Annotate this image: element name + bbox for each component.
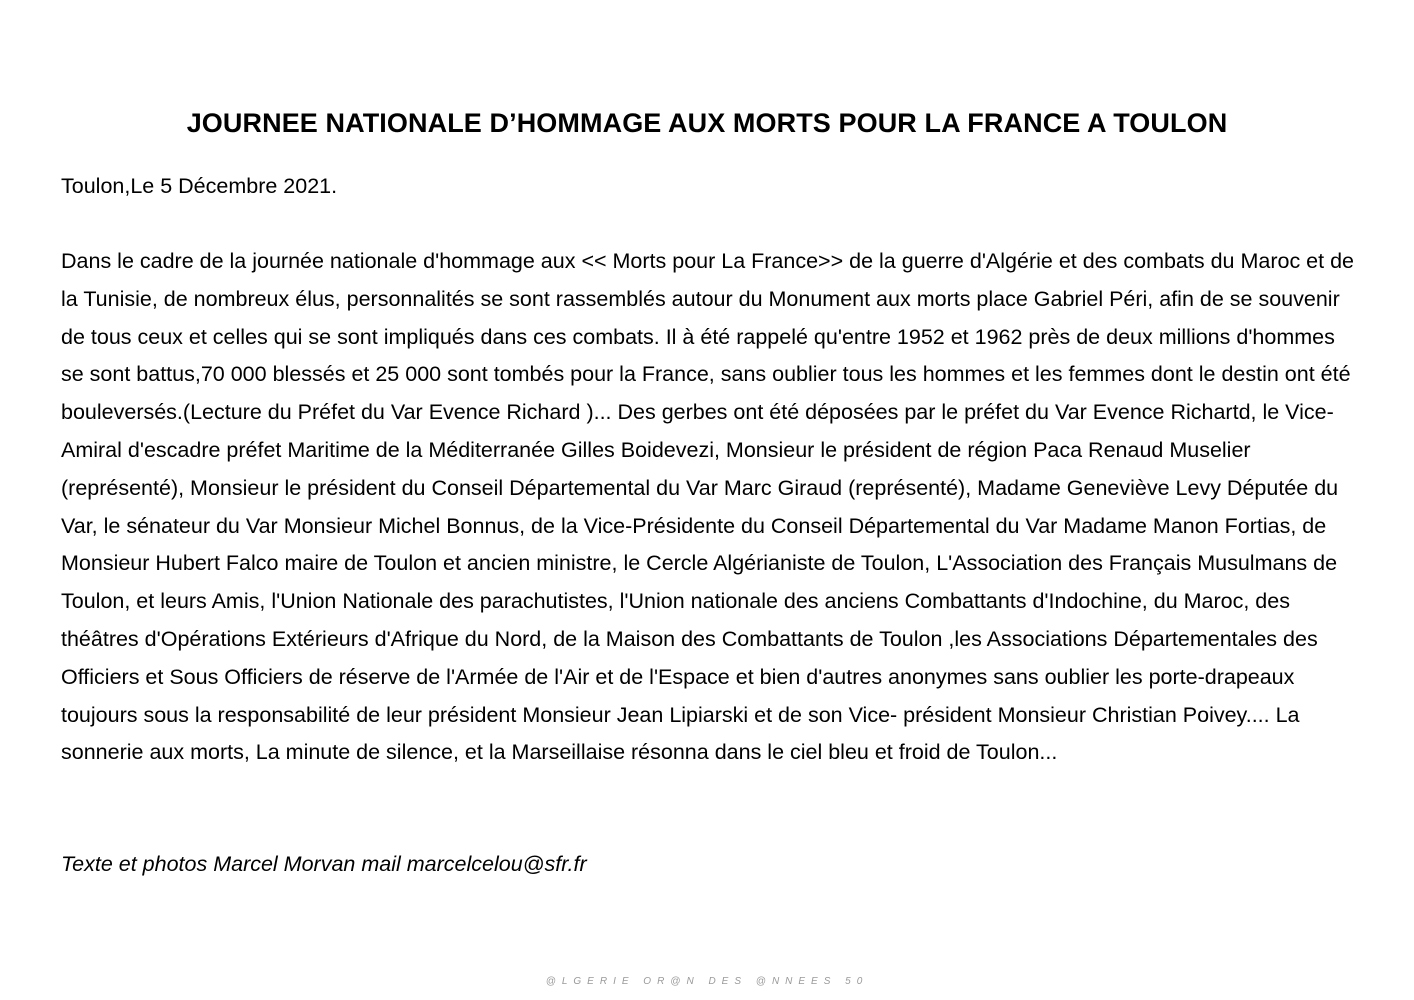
- photo-credit: Texte et photos Marcel Morvan mail marcelcelou@sfr.fr: [61, 852, 587, 876]
- body-paragraph: Dans le cadre de la journée nationale d'hommage aux << Morts pour La France>> de la guerre d'Algérie et des combats du Maroc et de la Tunisie, de nombreux élus, personnalités se sont rassemblés autour du Monument aux morts place Gabriel Péri, afin de se souvenir de tous ceux et celles qui se sont impliqués dans ces combats. Il à été rappelé qu'entre 1952 et 1962 près de deux millions d'hommes se sont battus,70 000 blessés et 25 000 sont tombés pour la France, sans oublier tous les hommes et les femmes dont le destin ont été bouleversés.(Lecture du Préfet du Var Evence Richard )... Des gerbes ont été déposées par le préfet du Var Evence Richartd, le Vice-Amiral d'escadre préfet Maritime de la Méditerranée Gilles Boidevezi, Monsieur le président de région Paca Renaud Muselier (représenté), Monsieur le président du Conseil Départemental du Var Marc Giraud (représenté), Madame Geneviève Levy Députée du Var, le sénateur du Var Monsieur Michel Bonnus, de la Vice-Présidente du Conseil Départemental du Var Madame Manon Fortias, de Monsieur Hubert Falco maire de Toulon et ancien ministre, le Cercle Algérianiste de Toulon, L'Association des Français Musulmans de Toulon, et leurs Amis, l'Union Nationale des parachutistes, l'Union nationale des anciens Combattants d'Indochine, du Maroc, des théâtres d'Opérations Extérieurs d'Afrique du Nord, de la Maison des Combattants de Toulon ,les Associations Départementales des Officiers et Sous Officiers de réserve de l'Armée de l'Air et de l'Espace et bien d'autres anonymes sans oublier les porte-drapeaux toujours sous la responsabilité de leur président Monsieur Jean Lipiarski et de son Vice- président Monsieur Christian Poivey.... La sonnerie aux morts, La minute de silence, et la Marseillaise résonna dans le ciel bleu et froid de Toulon...: [61, 249, 1355, 765]
- document-title: JOURNEE NATIONALE D’HOMMAGE AUX MORTS POUR LA FRANCE A TOULON: [186, 108, 1228, 138]
- dateline: Toulon,Le 5 Décembre 2021.: [61, 174, 338, 198]
- footer-watermark: @LGERIE OR@N DES @NNEES 50: [545, 976, 869, 987]
